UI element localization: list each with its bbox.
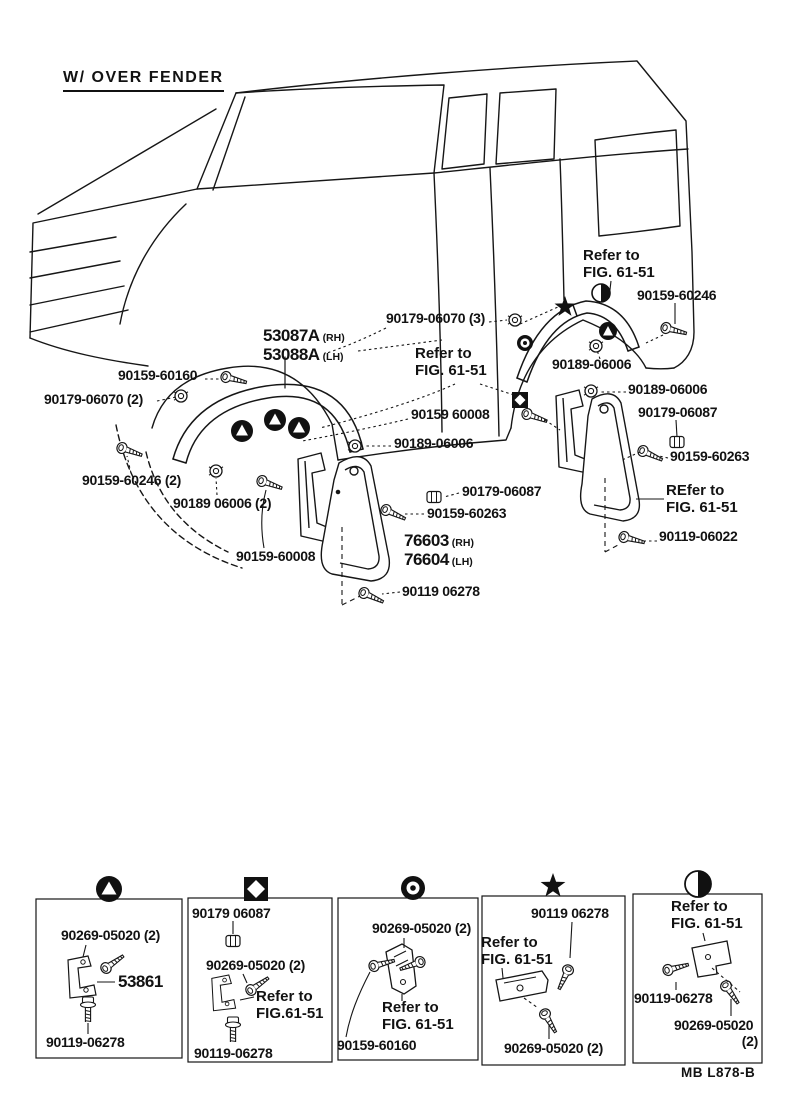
screw-90159-60263-right-icon	[636, 444, 664, 465]
screw-90159-60246-right-icon	[660, 321, 688, 338]
front-mudguard	[298, 453, 389, 605]
nut-90189-06006-left-icon	[209, 465, 223, 477]
legend-half-filled-circle-symbol	[685, 871, 711, 897]
callout-90159-60008-left: 90159-60008	[236, 548, 316, 564]
callout-90189-06006-2: 90189 06006 (2)	[173, 495, 272, 511]
legend4-bolt-label: 90119 06278	[531, 905, 609, 921]
legend-triangle-in-circle-symbol	[96, 876, 122, 902]
legend5-refer-note: Refer to FIG. 61-51	[671, 898, 743, 932]
legend4-refer-note: Refer to FIG. 61-51	[481, 934, 553, 968]
legend5-bolt-label: 90119-06278	[634, 990, 713, 1006]
legend2-bracket-icon	[212, 975, 236, 1011]
legend2-bolt-label: 90119-06278	[194, 1045, 273, 1061]
screw-90159-60246-left-icon	[115, 441, 143, 460]
triangle-in-circle-symbol	[599, 322, 617, 340]
legend2-refer-note: Refer to FIG.61-51	[256, 988, 324, 1022]
nut-90189-06006-r2-icon	[584, 385, 598, 397]
bracket-53861-icon	[68, 956, 96, 998]
half-filled-circle-symbol	[592, 284, 610, 302]
legend4-bolt-icon	[554, 963, 575, 991]
callout-90119-06278-mid: 90119 06278	[402, 583, 480, 599]
callout-90159-60160: 90159-60160	[118, 367, 198, 383]
triangle-in-circle-symbol	[231, 420, 253, 442]
ring-in-circle-symbol	[517, 335, 533, 351]
triangle-in-circle-symbol	[288, 417, 310, 439]
refer-note-right: REfer to FIG. 61-51	[666, 482, 738, 516]
front-over-fender-flare	[173, 357, 363, 463]
callout-90159-60263-mid: 90159-60263	[427, 505, 507, 521]
callout-90189-06006-mid: 90189-06006	[394, 435, 474, 451]
page-code: MB L878-B	[681, 1065, 756, 1080]
part-label-flare: 53087A (RH) 53088A (LH)	[263, 326, 345, 365]
callout-90159-60263-right: 90159-60263	[670, 448, 750, 464]
refer-note-mid: Refer to FIG. 61-51	[415, 345, 487, 379]
legend1-bolt-icon	[81, 997, 96, 1022]
legend1-bolt-label: 90119-06278	[46, 1034, 125, 1050]
legend2-screw-label: 90269-05020 (2)	[206, 957, 306, 973]
callout-90179-06070-3: 90179-06070 (3)	[386, 310, 486, 326]
page-title: W/ OVER FENDER	[63, 70, 224, 92]
callout-90179-06087-right: 90179-06087	[638, 404, 718, 420]
nut-90179-06070-right-icon	[508, 314, 522, 326]
diamond-in-square-symbol	[512, 392, 528, 408]
callout-90159-60246-right: 90159-60246	[637, 287, 717, 303]
legend4-screw-label: 90269-05020 (2)	[504, 1040, 604, 1056]
legend1-bracket-label: 53861	[118, 972, 163, 991]
callout-90159-60008-mid: 90159 60008	[411, 406, 490, 422]
triangle-in-circle-symbol	[264, 409, 286, 431]
screw-rear-guard-icon	[520, 407, 548, 426]
legend2-clip-icon	[226, 936, 240, 947]
callout-90179-06070-2: 90179-06070 (2)	[44, 391, 144, 407]
screw-90159-60160-icon	[220, 370, 248, 387]
clip-90179-06087-mid-icon	[427, 492, 441, 503]
refer-note-top-right: Refer to FIG. 61-51	[583, 247, 655, 281]
legend1-screw-label: 90269-05020 (2)	[61, 927, 161, 943]
callout-90189-06006-r1: 90189-06006	[552, 356, 632, 372]
bolt-90119-06278-icon	[357, 586, 385, 607]
callout-90119-06022: 90119-06022	[659, 528, 738, 544]
legend3-refer-note: Refer to FIG. 61-51	[382, 999, 454, 1033]
legend2-clip-label: 90179 06087	[192, 905, 271, 921]
clip-90179-06087-right-icon	[670, 437, 684, 448]
legend5-screw-left-icon	[662, 959, 690, 976]
part-label-mudguard: 76603 (RH) 76604 (LH)	[404, 531, 474, 570]
screw-90159-60263-mid-icon	[379, 503, 407, 524]
nut-90189-06006-r1-icon	[589, 340, 603, 352]
legend2-bolt-icon	[226, 1017, 241, 1042]
legend3-screw2-label: 90159-60160	[337, 1037, 417, 1053]
nut-90189-06006-mid-icon	[348, 440, 362, 452]
callout-90189-06006-r2: 90189-06006	[628, 381, 708, 397]
legend-star-symbol	[541, 873, 566, 897]
legend-ring-in-circle-symbol	[401, 876, 425, 900]
callout-90159-60246-2: 90159-60246 (2)	[82, 472, 182, 488]
legend3-screw-label: 90269-05020 (2)	[372, 920, 472, 936]
bolt-90119-06022-icon	[618, 530, 646, 547]
legend5-screw-label: 90269-05020 (2)	[674, 1017, 758, 1049]
legend-diamond-in-square-symbol	[244, 877, 268, 901]
callout-90179-06087-mid: 90179-06087	[462, 483, 542, 499]
bolt-90159-60008-left-icon	[255, 474, 283, 493]
rear-mudguard	[556, 390, 639, 552]
nut-90179-06070-left-icon	[174, 390, 188, 402]
